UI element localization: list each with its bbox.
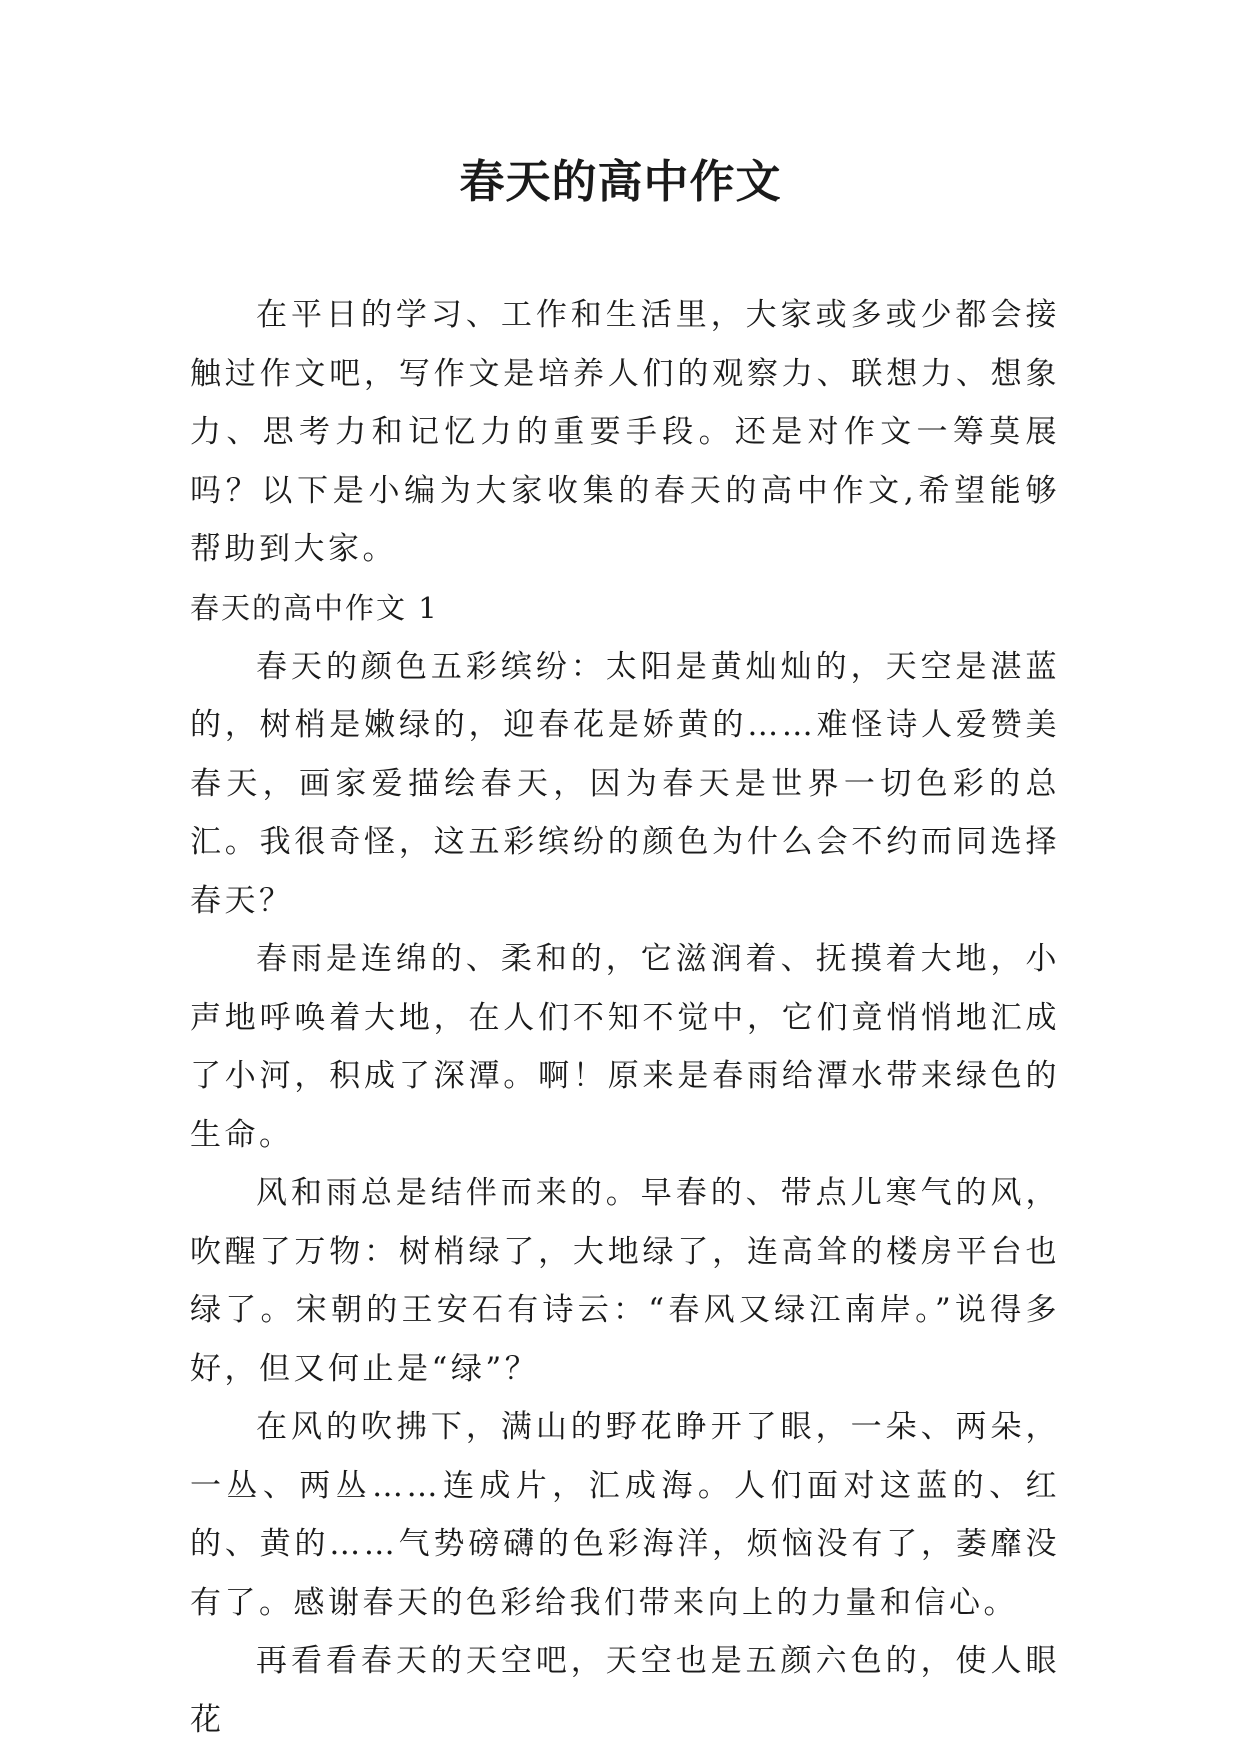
essay-paragraph: 春雨是连绵的、柔和的，它滋润着、抚摸着大地，小声地呼唤着大地，在人们不知不觉中，它们竟悄悄地汇成了小河，积成了深潭。啊！原来是春雨给潭水带来绿色的生命。 [190, 941, 1060, 1153]
essay-section [190, 579, 1060, 1749]
essay-paragraph: 春天的颜色五彩缤纷：太阳是黄灿灿的，天空是湛蓝的，树梢是嫩绿的，迎春花是娇黄的……难怪诗人爱赞美春天，画家爱描绘春天，因为春天是世界一切色彩的总汇。我很奇怪，这五彩缤纷的颜色为什么会不约而同选择春天？ [190, 648, 1060, 919]
essay-paragraph: 风和雨总是结伴而来的。早春的、带点儿寒气的风，吹醒了万物：树梢绿了，大地绿了，连高耸的楼房平台也绿了。宋朝的王安石有诗云：“春风又绿江南岸。”说得多好，但又何止是“绿”？ [190, 1175, 1060, 1387]
essay-paragraph: 再看看春天的天空吧，天空也是五颜六色的，使人眼花 [190, 1643, 1060, 1738]
essay-paragraph: 在风的吹拂下，满山的野花睁开了眼，一朵、两朵，一丛、两丛……连成片，汇成海。人们面对这蓝的、红的、黄的……气势磅礴的色彩海洋，烦恼没有了，萎靡没有了。感谢春天的色彩给我们带来向上的力量和信心。 [190, 1409, 1060, 1621]
document-title: 春天的高中作文 [459, 155, 782, 208]
section-heading: 春天的高中作文 1 [190, 591, 439, 625]
intro-paragraph: 在平日的学习、工作和生活里，大家或多或少都会接触过作文吧，写作文是培养人们的观察力、联想力、想象力、思考力和记忆力的重要手段。还是对作文一筹莫展吗？以下是小编为大家收集的春天的高中作文,希望能够帮助到大家。 [190, 297, 1060, 567]
